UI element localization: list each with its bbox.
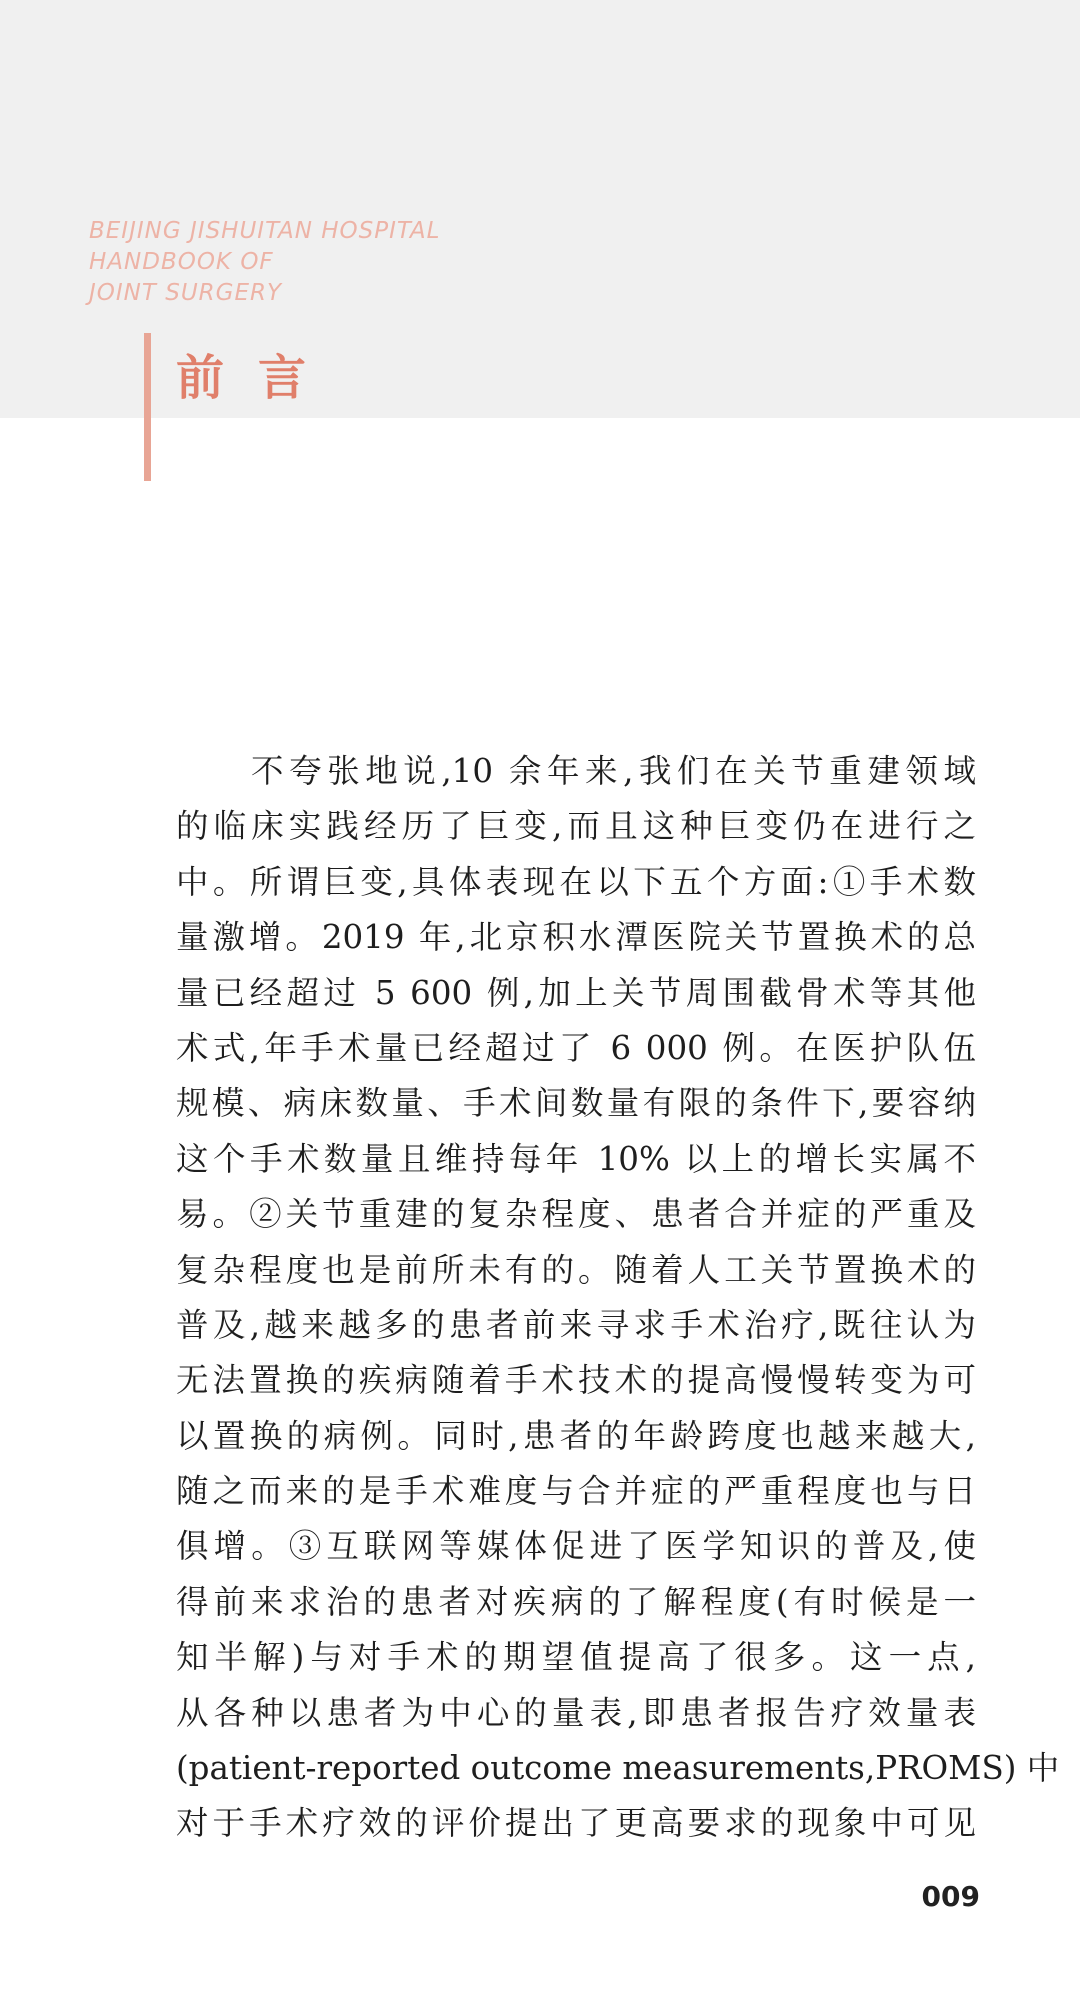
body-line: 不夸张地说,10 余年来,我们在关节重建领域 <box>251 752 976 790</box>
body-line: 普及,越来越多的患者前来寻求手术治疗,既往认为 <box>176 1305 976 1344</box>
chapter-title: 前言 <box>176 350 341 406</box>
body-line: 以置换的病例。同时,患者的年龄跨度也越来越大, <box>176 1416 976 1455</box>
series-title-line: HANDBOOK OF <box>89 249 274 275</box>
series-title <box>89 216 440 309</box>
body-line: 量已经超过 5 600 例,加上关节周围截骨术等其他 <box>176 973 976 1012</box>
body-line: 复杂程度也是前所未有的。随着人工关节置换术的 <box>176 1250 976 1289</box>
series-title-line: BEIJING JISHUITAN HOSPITAL <box>89 218 441 244</box>
body-line: 知半解)与对手术的期望值提高了很多。这一点, <box>176 1638 976 1677</box>
body-line: 易。②关节重建的复杂程度、患者合并症的严重及 <box>176 1195 976 1234</box>
body-line: 俱增。③互联网等媒体促进了医学知识的普及,使 <box>176 1527 976 1566</box>
page-number: 009 <box>921 1880 980 1913</box>
header-band <box>0 0 1080 418</box>
body-line: 对于手术疗效的评价提出了更高要求的现象中可见 <box>176 1804 976 1843</box>
series-title-line: JOINT SURGERY <box>89 280 283 306</box>
accent-bar <box>144 333 151 481</box>
body-line: 这个手术数量且维持每年 10% 以上的增长实属不 <box>176 1139 976 1178</box>
body-line: 中。所谓巨变,具体表现在以下五个方面:①手术数 <box>176 862 976 901</box>
body-line: 无法置换的疾病随着手术技术的提高慢慢转变为可 <box>176 1361 976 1400</box>
body-line: 术式,年手术量已经超过了 6 000 例。在医护队伍 <box>176 1028 976 1067</box>
body-line: 从各种以患者为中心的量表,即患者报告疗效量表 <box>176 1693 976 1732</box>
body-line: 随之而来的是手术难度与合并症的严重程度也与日 <box>176 1472 976 1511</box>
body-line: (patient-reported outcome measurements,PROMS) 中 <box>176 1749 1060 1788</box>
body-line: 得前来求治的患者对疾病的了解程度(有时候是一 <box>176 1582 976 1621</box>
body-line: 的临床实践经历了巨变,而且这种巨变仍在进行之 <box>176 807 976 846</box>
body-text <box>176 744 1060 1852</box>
body-line: 规模、病床数量、手术间数量有限的条件下,要容纳 <box>176 1084 976 1123</box>
body-line: 量激增。2019 年,北京积水潭医院关节置换术的总 <box>176 918 976 957</box>
